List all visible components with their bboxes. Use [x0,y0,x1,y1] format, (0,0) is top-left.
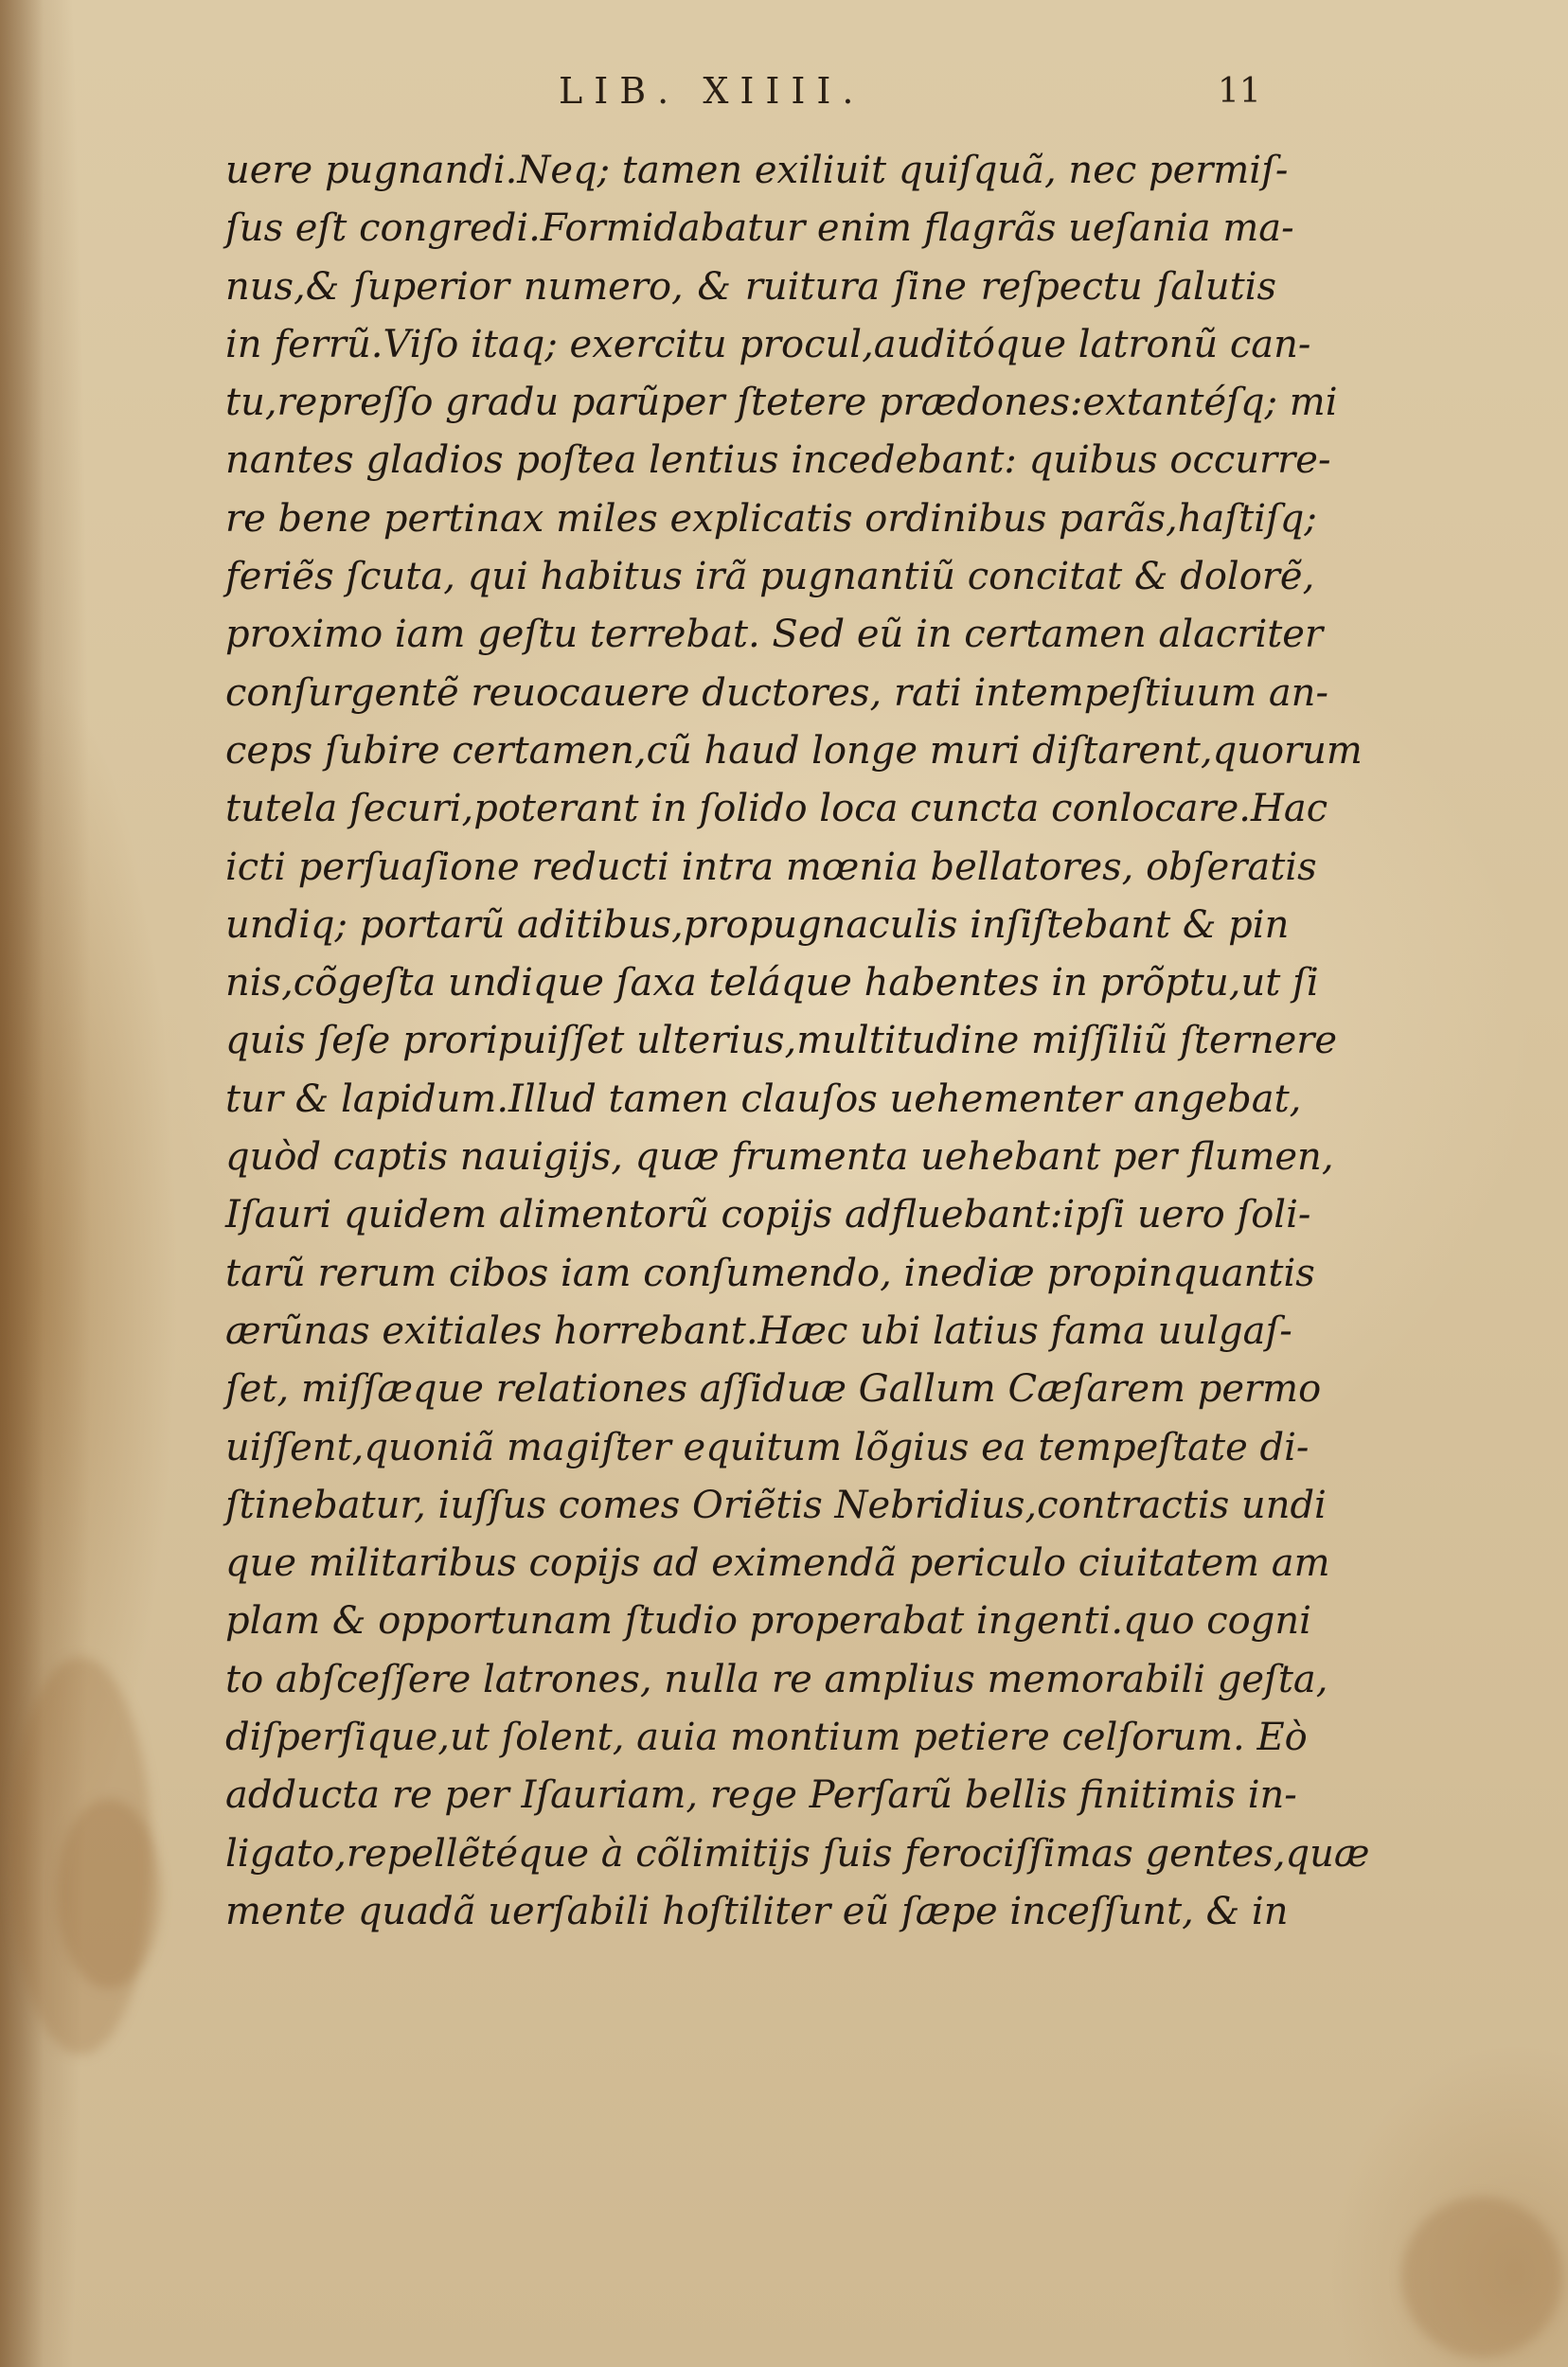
text-line: uiſſent,quoniã magiſter equitum lõgius ea tempeſtate di- [225,1425,1310,1469]
page-number: 11 [1218,72,1261,111]
text-line: to abſceſſere latrones, nulla re amplius memorabili geſta, [225,1657,1328,1701]
text-line: nus,& ſuperior numero, & ruitura ſine reſpectu ſalutis [225,264,1276,309]
text-line: nis,cõgeſta undique ſaxa teláque habentes in prõptu,ut ſi [225,961,1319,1006]
text-line: diſperſique,ut ſolent, auia montium petiere celſorum. Eò [225,1716,1308,1760]
text-line: ſtinebatur, iuſſus comes Oriẽtis Nebridius,contractis undi [225,1483,1327,1527]
water-stain [1401,2197,1562,2358]
text-line: uere pugnandi.Neq; tamen exiliuit quiſquã, nec permiſ- [225,149,1289,192]
text-line: mente quadã uerſabili hoſtiliter eũ ſæpe inceſſunt, & in [225,1889,1289,1933]
text-line: icti perſuaſione reducti intra mœnia bellatores, obſeratis [225,845,1317,889]
text-line: re bene pertinax miles explicatis ordinibus parãs,haſtiſq; [225,496,1317,541]
text-line: quis ſeſe proripuiſſet ulterius,multitudine miſſiliũ ſternere [225,1019,1338,1063]
text-line: tu,repreſſo gradu parũper ſtetere prædones:extantéſq; mi [225,381,1338,425]
text-line: nantes gladios poſtea lentius incedebant: quibus occurre- [225,438,1331,483]
text-line: tutela ſecuri,poterant in ſolido loca cuncta conlocare.Hac [225,787,1328,831]
text-line: proximo iam geſtu terrebat. Sed eũ in certamen alacriter [225,613,1324,657]
text-line: ſus eſt congredi.Formidabatur enim flagrãs ueſania ma- [225,206,1294,251]
text-line: tarũ rerum cibos iam conſumendo, inediæ propinquantis [225,1251,1315,1295]
text-line: tur & lapidum.Illud tamen clauſos uehementer angebat, [225,1077,1302,1121]
text-line: conſurgentẽ reuocauere ductores, rati intempeſtiuum an- [225,670,1328,715]
text-line: in ferrũ.Viſo itaq; exercitu procul,auditóque latronũ can- [225,322,1311,366]
text-line: que militaribus copijs ad eximendã periculo ciuitatem am [225,1541,1330,1586]
page-header [0,70,1568,127]
text-line: plam & opportunam ſtudio properabat ingenti.quo cogni [225,1599,1311,1644]
text-line: ærũnas exitiales horrebant.Hæc ubi latius fama uulgaſ- [225,1308,1292,1353]
running-head: LIB. XIIII. [559,70,865,112]
text-line: feriẽs ſcuta, qui habitus irã pugnantiũ concitat & dolorẽ, [225,555,1315,599]
body-text [225,142,1370,1941]
water-stain [57,1799,161,1988]
text-line: ſet, miſſæque relationes aſſiduæ Gallum Cæſarem permo [225,1367,1322,1412]
text-line: Iſauri quidem alimentorũ copijs adfluebant:ipſi uero ſoli- [225,1193,1311,1237]
text-line: undiq; portarũ aditibus,propugnaculis inſiſtebant & pin [225,902,1290,947]
text-line: ligato,repellẽtéque à cõlimitijs ſuis ferociſſimas gentes,quæ [225,1831,1370,1876]
text-line: adducta re per Iſauriam, rege Perſarũ bellis finitimis in- [225,1773,1297,1818]
text-line: ceps ſubire certamen,cũ haud longe muri diſtarent,quorum [225,728,1363,773]
text-line: quòd captis nauigijs, quæ frumenta uehebant per flumen, [225,1135,1334,1180]
